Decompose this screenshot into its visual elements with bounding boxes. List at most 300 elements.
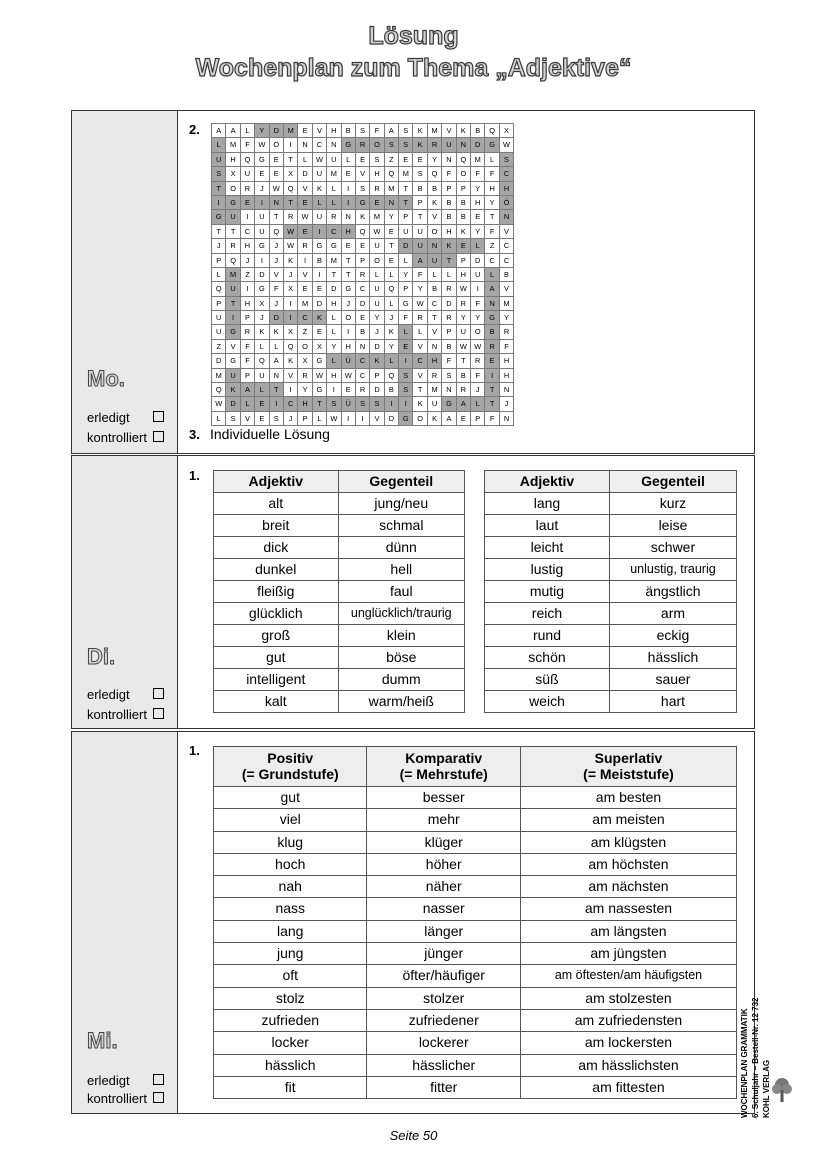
grid-cell: X bbox=[283, 167, 297, 181]
table-row bbox=[485, 625, 737, 647]
grid-cell: U bbox=[312, 167, 326, 181]
imprint-line-2: 6. Schuljahr – Bestell-Nr. 12 732 bbox=[750, 997, 760, 1118]
grid-cell: L bbox=[212, 411, 226, 425]
grid-cell: V bbox=[499, 224, 513, 238]
grid-cell: W bbox=[269, 181, 283, 195]
grid-cell: G bbox=[226, 325, 240, 339]
grid-cell: Y bbox=[384, 339, 398, 353]
grid-cell: I bbox=[283, 311, 297, 325]
grid-cell: R bbox=[355, 267, 369, 281]
grid-cell: F bbox=[399, 311, 413, 325]
table-row bbox=[214, 603, 465, 625]
table-cell: am meisten bbox=[520, 809, 736, 831]
grid-cell: Y bbox=[399, 267, 413, 281]
grid-cell: I bbox=[240, 210, 254, 224]
page-number: Seite 50 bbox=[389, 1128, 438, 1143]
grid-cell: B bbox=[384, 383, 398, 397]
checkbox-checked[interactable] bbox=[153, 431, 164, 442]
grid-cell: N bbox=[427, 339, 441, 353]
grid-cell: T bbox=[269, 383, 283, 397]
grid-cell: J bbox=[269, 239, 283, 253]
grid-row bbox=[212, 267, 514, 281]
grid-cell: R bbox=[298, 239, 312, 253]
grid-cell: V bbox=[427, 325, 441, 339]
table-cell: am klügsten bbox=[520, 831, 736, 853]
grid-cell: P bbox=[456, 253, 470, 267]
page-title: Lösung bbox=[368, 22, 459, 50]
table-row bbox=[214, 965, 737, 987]
grid-cell: I bbox=[485, 368, 499, 382]
table-cell: viel bbox=[214, 809, 367, 831]
grid-cell: I bbox=[255, 195, 269, 209]
grid-cell: H bbox=[427, 354, 441, 368]
table-cell: stolz bbox=[214, 987, 367, 1009]
grid-cell: E bbox=[298, 282, 312, 296]
grid-cell: Y bbox=[499, 311, 513, 325]
table-row bbox=[214, 625, 465, 647]
table-row bbox=[214, 943, 737, 965]
table-row bbox=[485, 493, 737, 515]
grid-cell: B bbox=[355, 325, 369, 339]
grid-row bbox=[212, 325, 514, 339]
grid-cell: A bbox=[212, 124, 226, 138]
day-label-tuesday: Di. bbox=[87, 644, 116, 669]
grid-cell: B bbox=[427, 181, 441, 195]
grid-cell: L bbox=[399, 253, 413, 267]
grid-cell: B bbox=[427, 282, 441, 296]
table-row bbox=[214, 1009, 737, 1031]
grid-cell: R bbox=[327, 210, 341, 224]
table-cell: laut bbox=[485, 515, 610, 537]
grid-cell: W bbox=[413, 296, 427, 310]
grid-cell: N bbox=[298, 138, 312, 152]
table-cell: dunkel bbox=[214, 559, 339, 581]
grid-cell: P bbox=[413, 195, 427, 209]
grid-cell: O bbox=[456, 167, 470, 181]
grid-cell: O bbox=[471, 325, 485, 339]
table-row bbox=[214, 987, 737, 1009]
table-cell: am jüngsten bbox=[520, 943, 736, 965]
grid-cell: A bbox=[456, 397, 470, 411]
table-cell: unlustig, traurig bbox=[609, 559, 736, 581]
grid-cell: E bbox=[255, 411, 269, 425]
grid-cell: C bbox=[413, 354, 427, 368]
column-header: Komparativ (= Mehrstufe) bbox=[367, 747, 520, 787]
grid-cell: D bbox=[212, 354, 226, 368]
grid-cell: S bbox=[442, 368, 456, 382]
grid-cell: F bbox=[471, 167, 485, 181]
grid-cell: U bbox=[240, 167, 254, 181]
table-row bbox=[214, 669, 465, 691]
grid-cell: G bbox=[255, 152, 269, 166]
status-done bbox=[87, 687, 130, 702]
grid-cell: L bbox=[327, 181, 341, 195]
grid-cell: Y bbox=[327, 339, 341, 353]
grid-cell: K bbox=[312, 181, 326, 195]
grid-cell: F bbox=[240, 354, 254, 368]
grid-cell: Q bbox=[269, 224, 283, 238]
grid-cell: J bbox=[283, 267, 297, 281]
grid-cell: E bbox=[312, 325, 326, 339]
grid-cell: M bbox=[226, 138, 240, 152]
table-cell: warm/heiß bbox=[338, 691, 464, 713]
grid-cell: U bbox=[226, 210, 240, 224]
grid-cell: S bbox=[327, 397, 341, 411]
grid-cell: G bbox=[226, 354, 240, 368]
table-cell: unglücklich/traurig bbox=[338, 603, 464, 625]
grid-cell: T bbox=[226, 296, 240, 310]
table-cell: schön bbox=[485, 647, 610, 669]
day-sidebar bbox=[72, 111, 178, 453]
grid-cell: B bbox=[456, 368, 470, 382]
grid-cell: R bbox=[298, 368, 312, 382]
grid-cell: N bbox=[427, 239, 441, 253]
grid-cell: I bbox=[384, 397, 398, 411]
opposites-table-right bbox=[484, 470, 737, 713]
grid-cell: P bbox=[298, 411, 312, 425]
grid-cell: Y bbox=[255, 124, 269, 138]
status-checked bbox=[87, 707, 147, 722]
grid-cell: E bbox=[355, 152, 369, 166]
grid-cell: G bbox=[312, 383, 326, 397]
grid-cell: W bbox=[456, 339, 470, 353]
table-cell: öfter/häufiger bbox=[367, 965, 520, 987]
grid-cell: D bbox=[269, 124, 283, 138]
grid-cell: H bbox=[499, 181, 513, 195]
checkbox-checked[interactable] bbox=[153, 1092, 164, 1103]
grid-cell: T bbox=[283, 195, 297, 209]
grid-cell: A bbox=[240, 383, 254, 397]
table-header-row bbox=[214, 471, 465, 493]
table-cell: am zufriedensten bbox=[520, 1009, 736, 1031]
grid-cell: T bbox=[413, 210, 427, 224]
grid-cell: M bbox=[327, 253, 341, 267]
grid-cell: L bbox=[485, 267, 499, 281]
table-cell: ängstlich bbox=[609, 581, 736, 603]
grid-cell: D bbox=[442, 296, 456, 310]
grid-cell: T bbox=[427, 311, 441, 325]
grid-cell: V bbox=[240, 411, 254, 425]
grid-cell: O bbox=[269, 138, 283, 152]
grid-cell: W bbox=[283, 239, 297, 253]
table-cell: hell bbox=[338, 559, 464, 581]
grid-cell: S bbox=[355, 397, 369, 411]
grid-cell: F bbox=[240, 339, 254, 353]
grid-cell: U bbox=[212, 152, 226, 166]
grid-row bbox=[212, 124, 514, 138]
grid-cell: I bbox=[341, 181, 355, 195]
table-cell: leise bbox=[609, 515, 736, 537]
grid-cell: I bbox=[283, 138, 297, 152]
grid-cell: R bbox=[427, 138, 441, 152]
grid-cell: U bbox=[471, 267, 485, 281]
table-row bbox=[485, 515, 737, 537]
grid-cell: F bbox=[413, 267, 427, 281]
status-checked-label: kontrolliert bbox=[87, 707, 147, 722]
grid-cell: T bbox=[327, 267, 341, 281]
grid-cell: V bbox=[298, 181, 312, 195]
grid-cell: R bbox=[226, 239, 240, 253]
grid-cell: E bbox=[456, 239, 470, 253]
table-cell: groß bbox=[214, 625, 339, 647]
grid-row bbox=[212, 354, 514, 368]
grid-cell: I bbox=[341, 325, 355, 339]
grid-cell: T bbox=[312, 397, 326, 411]
grid-cell: F bbox=[269, 282, 283, 296]
column-header: Adjektiv bbox=[214, 471, 339, 493]
grid-cell: A bbox=[485, 282, 499, 296]
grid-cell: M bbox=[226, 267, 240, 281]
grid-cell: G bbox=[341, 282, 355, 296]
grid-cell: E bbox=[456, 411, 470, 425]
table-cell: schmal bbox=[338, 515, 464, 537]
grid-cell: N bbox=[442, 152, 456, 166]
table-cell: stolzer bbox=[367, 987, 520, 1009]
grid-cell: R bbox=[370, 181, 384, 195]
grid-cell: D bbox=[312, 296, 326, 310]
grid-cell: H bbox=[298, 397, 312, 411]
table-cell: hässlicher bbox=[367, 1054, 520, 1076]
grid-cell: B bbox=[442, 195, 456, 209]
grid-cell: C bbox=[499, 239, 513, 253]
table-cell: lockerer bbox=[367, 1032, 520, 1054]
grid-row bbox=[212, 311, 514, 325]
table-row bbox=[485, 647, 737, 669]
grid-cell: K bbox=[413, 138, 427, 152]
grid-cell: G bbox=[327, 239, 341, 253]
grid-cell: I bbox=[226, 311, 240, 325]
grid-cell: U bbox=[399, 224, 413, 238]
grid-cell: V bbox=[413, 339, 427, 353]
table-cell: hoch bbox=[214, 853, 367, 875]
grid-cell: H bbox=[485, 181, 499, 195]
grid-cell: U bbox=[312, 210, 326, 224]
grid-cell: J bbox=[269, 296, 283, 310]
grid-cell: U bbox=[255, 368, 269, 382]
column-header: Adjektiv bbox=[485, 471, 610, 493]
grid-cell: K bbox=[413, 124, 427, 138]
column-header: Gegenteil bbox=[609, 471, 736, 493]
grid-cell: X bbox=[499, 124, 513, 138]
grid-cell: P bbox=[212, 296, 226, 310]
grid-cell: J bbox=[255, 181, 269, 195]
grid-cell: C bbox=[327, 224, 341, 238]
grid-cell: Y bbox=[427, 152, 441, 166]
grid-cell: Z bbox=[485, 239, 499, 253]
grid-cell: I bbox=[471, 282, 485, 296]
table-cell: nasser bbox=[367, 898, 520, 920]
grid-row bbox=[212, 195, 514, 209]
grid-cell: T bbox=[212, 181, 226, 195]
table-cell: hart bbox=[609, 691, 736, 713]
table-row bbox=[214, 581, 465, 603]
table-cell: jung bbox=[214, 943, 367, 965]
table-cell: hässlich bbox=[609, 647, 736, 669]
grid-cell: V bbox=[427, 210, 441, 224]
grid-cell: I bbox=[240, 282, 254, 296]
grid-cell: H bbox=[327, 368, 341, 382]
grid-cell: E bbox=[341, 239, 355, 253]
grid-cell: M bbox=[399, 167, 413, 181]
grid-cell: H bbox=[456, 267, 470, 281]
grid-cell: L bbox=[312, 195, 326, 209]
grid-cell: D bbox=[226, 397, 240, 411]
table-row bbox=[214, 898, 737, 920]
grid-cell: K bbox=[427, 411, 441, 425]
table-cell: rund bbox=[485, 625, 610, 647]
grid-cell: V bbox=[298, 267, 312, 281]
grid-cell: U bbox=[427, 253, 441, 267]
grid-cell: E bbox=[298, 224, 312, 238]
grid-cell: U bbox=[226, 282, 240, 296]
grid-cell: K bbox=[283, 354, 297, 368]
grid-cell: N bbox=[499, 411, 513, 425]
grid-cell: Q bbox=[240, 152, 254, 166]
grid-cell: Y bbox=[471, 311, 485, 325]
grid-cell: N bbox=[355, 339, 369, 353]
grid-cell: L bbox=[384, 296, 398, 310]
table-cell: süß bbox=[485, 669, 610, 691]
table-cell: kalt bbox=[214, 691, 339, 713]
table-header-row bbox=[214, 747, 737, 787]
grid-cell: U bbox=[456, 325, 470, 339]
grid-cell: W bbox=[283, 224, 297, 238]
side-imprint bbox=[740, 997, 772, 1118]
grid-cell: O bbox=[370, 253, 384, 267]
grid-cell: Q bbox=[283, 181, 297, 195]
grid-cell: V bbox=[226, 339, 240, 353]
table-cell: dick bbox=[214, 537, 339, 559]
grid-cell: G bbox=[485, 311, 499, 325]
checkbox-checked[interactable] bbox=[153, 708, 164, 719]
grid-cell: K bbox=[384, 325, 398, 339]
grid-cell: W bbox=[471, 339, 485, 353]
grid-cell: S bbox=[212, 167, 226, 181]
table-cell: dumm bbox=[338, 669, 464, 691]
grid-cell: M bbox=[298, 296, 312, 310]
grid-cell: G bbox=[226, 195, 240, 209]
grid-cell: V bbox=[370, 411, 384, 425]
grid-cell: C bbox=[355, 354, 369, 368]
grid-row bbox=[212, 138, 514, 152]
grid-cell: B bbox=[312, 253, 326, 267]
grid-cell: R bbox=[456, 383, 470, 397]
grid-cell: L bbox=[485, 152, 499, 166]
grid-cell: D bbox=[355, 296, 369, 310]
grid-cell: W bbox=[212, 397, 226, 411]
grid-cell: T bbox=[341, 253, 355, 267]
table-row bbox=[214, 920, 737, 942]
publisher-logo-text: KOHL VERLAG bbox=[761, 1059, 771, 1118]
grid-cell: U bbox=[255, 224, 269, 238]
grid-cell: R bbox=[283, 210, 297, 224]
table-row bbox=[214, 537, 465, 559]
grid-cell: I bbox=[341, 411, 355, 425]
grid-cell: E bbox=[269, 167, 283, 181]
grid-cell: V bbox=[442, 124, 456, 138]
checkbox-done[interactable] bbox=[153, 411, 164, 422]
grid-cell: F bbox=[471, 296, 485, 310]
grid-cell: W bbox=[255, 138, 269, 152]
checkbox-done[interactable] bbox=[153, 1074, 164, 1085]
grid-cell: F bbox=[471, 368, 485, 382]
grid-cell: H bbox=[240, 296, 254, 310]
grid-cell: S bbox=[370, 397, 384, 411]
grid-cell: O bbox=[370, 138, 384, 152]
table-cell: klug bbox=[214, 831, 367, 853]
table-cell: nah bbox=[214, 876, 367, 898]
grid-cell: B bbox=[442, 339, 456, 353]
grid-cell: V bbox=[413, 368, 427, 382]
grid-cell: S bbox=[384, 138, 398, 152]
table-row bbox=[214, 853, 737, 875]
grid-cell: C bbox=[283, 397, 297, 411]
section-monday bbox=[71, 110, 755, 454]
grid-cell: N bbox=[269, 368, 283, 382]
grid-cell: T bbox=[283, 152, 297, 166]
grid-cell: D bbox=[471, 253, 485, 267]
grid-cell: S bbox=[499, 152, 513, 166]
grid-cell: A bbox=[413, 253, 427, 267]
grid-cell: Y bbox=[471, 224, 485, 238]
status-checked-label: kontrolliert bbox=[87, 1091, 147, 1106]
table-cell: kurz bbox=[609, 493, 736, 515]
status-checked bbox=[87, 430, 147, 445]
grid-cell: Q bbox=[355, 224, 369, 238]
grid-row bbox=[212, 224, 514, 238]
grid-cell: E bbox=[255, 397, 269, 411]
grid-row bbox=[212, 282, 514, 296]
grid-cell: E bbox=[413, 152, 427, 166]
grid-cell: L bbox=[427, 267, 441, 281]
grid-cell: Q bbox=[485, 124, 499, 138]
grid-cell: E bbox=[370, 195, 384, 209]
grid-cell: B bbox=[341, 124, 355, 138]
grid-cell: C bbox=[240, 224, 254, 238]
grid-cell: Y bbox=[384, 210, 398, 224]
grid-cell: L bbox=[399, 325, 413, 339]
grid-cell: G bbox=[341, 138, 355, 152]
grid-row bbox=[212, 152, 514, 166]
grid-cell: U bbox=[255, 210, 269, 224]
grid-cell: L bbox=[327, 195, 341, 209]
grid-cell: V bbox=[283, 368, 297, 382]
grid-cell: L bbox=[442, 267, 456, 281]
grid-cell: N bbox=[499, 210, 513, 224]
grid-cell: X bbox=[283, 282, 297, 296]
grid-cell: N bbox=[384, 195, 398, 209]
table-cell: lang bbox=[214, 920, 367, 942]
grid-cell: Q bbox=[255, 354, 269, 368]
grid-cell: Q bbox=[384, 282, 398, 296]
grid-cell: C bbox=[312, 138, 326, 152]
table-row bbox=[485, 537, 737, 559]
table-cell: am besten bbox=[520, 787, 736, 809]
grid-cell: N bbox=[499, 383, 513, 397]
grid-cell: U bbox=[226, 368, 240, 382]
grid-row bbox=[212, 167, 514, 181]
grid-cell: W bbox=[312, 368, 326, 382]
table-cell: arm bbox=[609, 603, 736, 625]
column-header: Gegenteil bbox=[338, 471, 464, 493]
grid-cell: Y bbox=[456, 311, 470, 325]
grid-cell: K bbox=[283, 253, 297, 267]
grid-cell: J bbox=[269, 253, 283, 267]
publisher-logo-icon bbox=[770, 1076, 794, 1104]
table-cell: länger bbox=[367, 920, 520, 942]
grid-cell: R bbox=[413, 311, 427, 325]
checkbox-done[interactable] bbox=[153, 688, 164, 699]
